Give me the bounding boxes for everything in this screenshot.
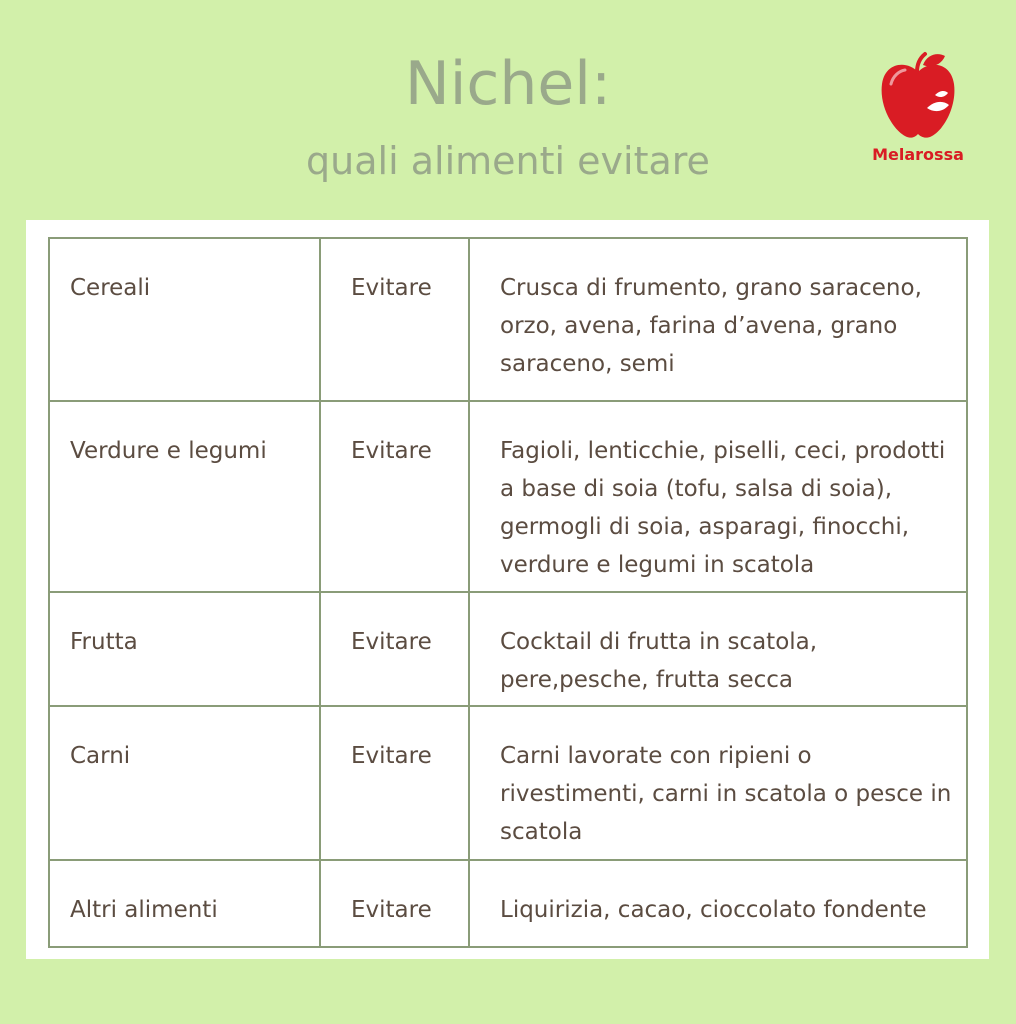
category-cell: Cereali (49, 238, 320, 401)
action-cell: Evitare (320, 860, 469, 947)
foods-to-avoid-table (48, 237, 968, 948)
header (0, 0, 1016, 215)
action-cell: Evitare (320, 592, 469, 706)
table-row (49, 238, 967, 401)
category-cell: Frutta (49, 592, 320, 706)
table-row (49, 401, 967, 592)
melarossa-logo (862, 50, 974, 170)
category-cell: Carni (49, 706, 320, 860)
foods-cell: Fagioli, lenticchie, piselli, ceci, prodotti a base di soia (tofu, salsa di soia), germogli di soia, asparagi, finocchi, verdure e legumi in scatola (469, 401, 967, 592)
page-subtitle: quali alimenti evitare (306, 139, 710, 183)
foods-cell: Carni lavorate con ripieni o rivestimenti, carni in scatola o pesce in scatola (469, 706, 967, 860)
table-row (49, 860, 967, 947)
apple-icon (879, 50, 957, 142)
page-title: Nichel: (404, 49, 612, 119)
table-row (49, 706, 967, 860)
foods-cell: Cocktail di frutta in scatola, pere,pesche, frutta secca (469, 592, 967, 706)
table-row (49, 592, 967, 706)
action-cell: Evitare (320, 238, 469, 401)
table-panel (26, 220, 989, 959)
category-cell: Altri alimenti (49, 860, 320, 947)
action-cell: Evitare (320, 706, 469, 860)
logo-text: Melarossa (872, 145, 964, 164)
action-cell: Evitare (320, 401, 469, 592)
foods-cell: Liquirizia, cacao, cioccolato fondente (469, 860, 967, 947)
foods-cell: Crusca di frumento, grano saraceno, orzo, avena, farina d’avena, grano saraceno, semi (469, 238, 967, 401)
category-cell: Verdure e legumi (49, 401, 320, 592)
